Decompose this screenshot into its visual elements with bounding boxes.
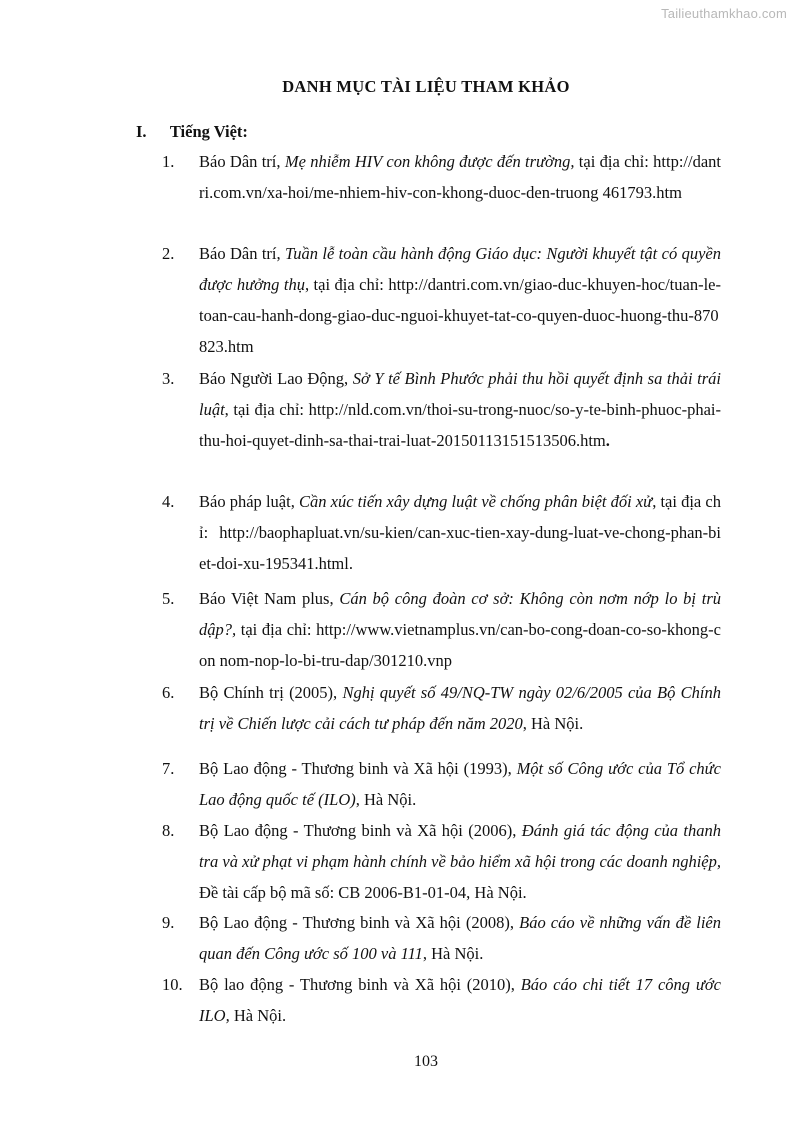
reference-item <box>162 969 721 1031</box>
reference-text: Báo Việt Nam plus, Cán bộ công đoàn cơ sở: Không còn nơm nớp lo bị trù dập?, tại địa chỉ: http://www.vietnamplus.vn/can-bo-cong-doan-co-so-khong-con nom-nop-lo-bi-tru-dap/301210.vnp <box>199 589 721 670</box>
reference-text: Bộ Lao động - Thương binh và Xã hội (1993), Một số Công ước của Tổ chức Lao động quốc tế (ILO), Hà Nội. <box>199 759 722 809</box>
reference-number: 1. <box>162 152 175 171</box>
reference-item <box>162 146 721 208</box>
reference-text: Bộ lao động - Thương binh và Xã hội (2010), Báo cáo chi tiết 17 công ước ILO, Hà Nội. <box>199 975 722 1025</box>
reference-item <box>162 363 721 456</box>
page-title: DANH MỤC TÀI LIỆU THAM KHẢO <box>282 77 570 96</box>
reference-text: Bộ Lao động - Thương binh và Xã hội (2008), Báo cáo về những vấn đề liên quan đến Công ước số 100 và 111, Hà Nội. <box>199 913 721 963</box>
section-number: I. <box>136 122 147 141</box>
reference-item <box>162 815 721 908</box>
section-label: Tiếng Việt: <box>169 122 248 141</box>
reference-number: 2. <box>162 244 175 263</box>
reference-item <box>162 677 721 739</box>
page-number: 103 <box>414 1053 438 1070</box>
reference-number: 10. <box>162 975 183 994</box>
reference-item <box>162 238 721 362</box>
reference-item <box>162 486 721 579</box>
reference-number: 5. <box>162 589 175 608</box>
reference-text: Bộ Chính trị (2005), Nghị quyết số 49/NQ-TW ngày 02/6/2005 của Bộ Chính trị về Chiến lược cải cách tư pháp đến năm 2020, Hà Nội. <box>199 683 721 733</box>
reference-item <box>162 753 721 815</box>
reference-item <box>162 907 721 969</box>
reference-number: 7. <box>162 759 175 778</box>
reference-text: Báo Dân trí, Tuần lễ toàn cầu hành động Giáo dục: Người khuyết tật có quyền được hưởng thụ, tại địa chỉ: http://dantri.com.vn/giao-duc-khuyen-hoc/tuan-le-toan-cau-hanh-dong-giao-duc-nguoi-khuyet-tat-co-quyen-duoc-huong-thu-870823.htm <box>199 244 721 356</box>
watermark: Tailieuthamkhao.com <box>661 6 787 21</box>
reference-number: 4. <box>162 492 175 511</box>
reference-text: Báo Dân trí, Mẹ nhiễm HIV con không được đến trường, tại địa chỉ: http://dantri.com.vn/xa-hoi/me-nhiem-hiv-con-khong-duoc-den-truong 461793.htm <box>199 152 721 202</box>
reference-text: Báo pháp luật, Cần xúc tiến xây dựng luật về chống phân biệt đối xử, tại địa chỉ: http://baophapluat.vn/su-kien/can-xuc-tien-xay-dung-luat-ve-chong-phan-biet-doi-xu-195341.html. <box>199 492 721 573</box>
reference-number: 3. <box>162 369 175 388</box>
reference-number: 8. <box>162 821 175 840</box>
reference-text: Báo Người Lao Động, Sở Y tế Bình Phước phải thu hồi quyết định sa thải trái luật, tại địa chỉ: http://nld.com.vn/thoi-su-trong-nuoc/so-y-te-binh-phuoc-phai-thu-hoi-quyet-dinh-sa-thai-trai-luat-20150113151513506.htm. <box>199 369 721 450</box>
reference-number: 6. <box>162 683 175 702</box>
section-heading <box>136 122 248 142</box>
reference-number: 9. <box>162 913 175 932</box>
reference-item <box>162 583 721 676</box>
reference-text: Bộ Lao động - Thương binh và Xã hội (2006), Đánh giá tác động của thanh tra và xử phạt vi phạm hành chính về bảo hiểm xã hội trong các doanh nghiệp, Đề tài cấp bộ mã số: CB 2006-B1-01-04, Hà Nội. <box>199 821 721 902</box>
